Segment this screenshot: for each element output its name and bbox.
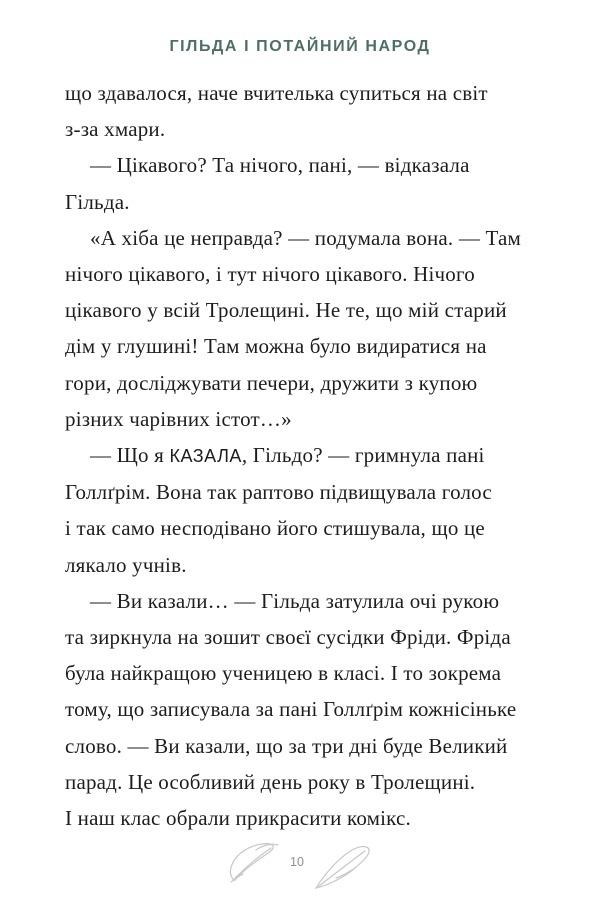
text-segment: «А хіба це неправда? — подумала вона. — Там: [90, 225, 521, 250]
text-line: [65, 365, 560, 401]
text-line: [65, 111, 560, 147]
text-segment: дім у глушині! Там можна було видиратися на: [65, 334, 487, 359]
text-line: [65, 583, 560, 619]
text-line: [65, 75, 560, 111]
text-line: [65, 220, 560, 256]
text-segment: з-за хмари.: [65, 117, 166, 142]
text-segment: слово. — Ви казали, що за три дні буде Великий: [65, 733, 508, 758]
text-line: [65, 437, 560, 474]
body-text: [65, 75, 560, 836]
text-segment: — Цікавого? Та нічого, пані, — відказала: [90, 153, 470, 178]
text-segment: та зиркнула на зошит своєї сусідки Фріди. Фріда: [65, 625, 511, 650]
page-number: 10: [290, 855, 304, 869]
text-segment: — Що я: [90, 443, 170, 468]
text-segment: Голлґрім. Вона так раптово підвищувала голос: [65, 480, 492, 505]
text-line: [65, 619, 560, 655]
text-segment: Гільда.: [65, 189, 130, 214]
text-segment: гори, досліджувати печери, дружити з купою: [65, 370, 478, 395]
text-line: [65, 147, 560, 183]
text-segment: — Ви казали… — Гільда затулила очі рукою: [90, 588, 500, 613]
text-segment: була найкращою ученицею в класі. І то зокрема: [65, 661, 502, 686]
text-line: [65, 256, 560, 292]
text-segment: лякало учнів.: [65, 552, 187, 577]
text-line: [65, 184, 560, 220]
text-segment: парад. Це особливий день року в Тролещині.: [65, 769, 476, 794]
text-line: [65, 728, 560, 764]
feather-ornament-right-icon: [312, 844, 374, 894]
text-line: [65, 401, 560, 437]
text-line: [65, 800, 560, 836]
text-line: [65, 328, 560, 364]
text-segment: різних чарівних істот…»: [65, 406, 292, 431]
text-line: [65, 547, 560, 583]
text-segment: тому, що записувала за пані Голлґрім кожнісіньке: [65, 697, 517, 722]
running-header: ГІЛЬДА І ПОТАЙНИЙ НАРОД: [169, 38, 431, 55]
text-segment: цікавого у всій Тролещині. Не те, що мій старий: [65, 298, 507, 323]
text-line: [65, 510, 560, 546]
text-line: [65, 292, 560, 328]
feather-ornament-left-icon: [226, 841, 282, 885]
text-line: [65, 764, 560, 800]
text-line: [65, 691, 560, 727]
page-footer: [0, 836, 600, 894]
emphasized-word: КАЗАЛА: [169, 446, 242, 467]
text-line: [65, 655, 560, 691]
text-line: [65, 474, 560, 510]
text-segment: і так само несподівано його стишувала, що це: [65, 516, 485, 541]
text-segment: що здавалося, наче вчителька супиться на світ: [65, 81, 488, 105]
text-segment: І наш клас обрали прикрасити комікс.: [65, 806, 411, 831]
text-segment: нічого цікавого, і тут нічого цікавого. Нічого: [65, 262, 475, 287]
text-segment: , Гільдо? — гримнула пані: [241, 443, 485, 468]
